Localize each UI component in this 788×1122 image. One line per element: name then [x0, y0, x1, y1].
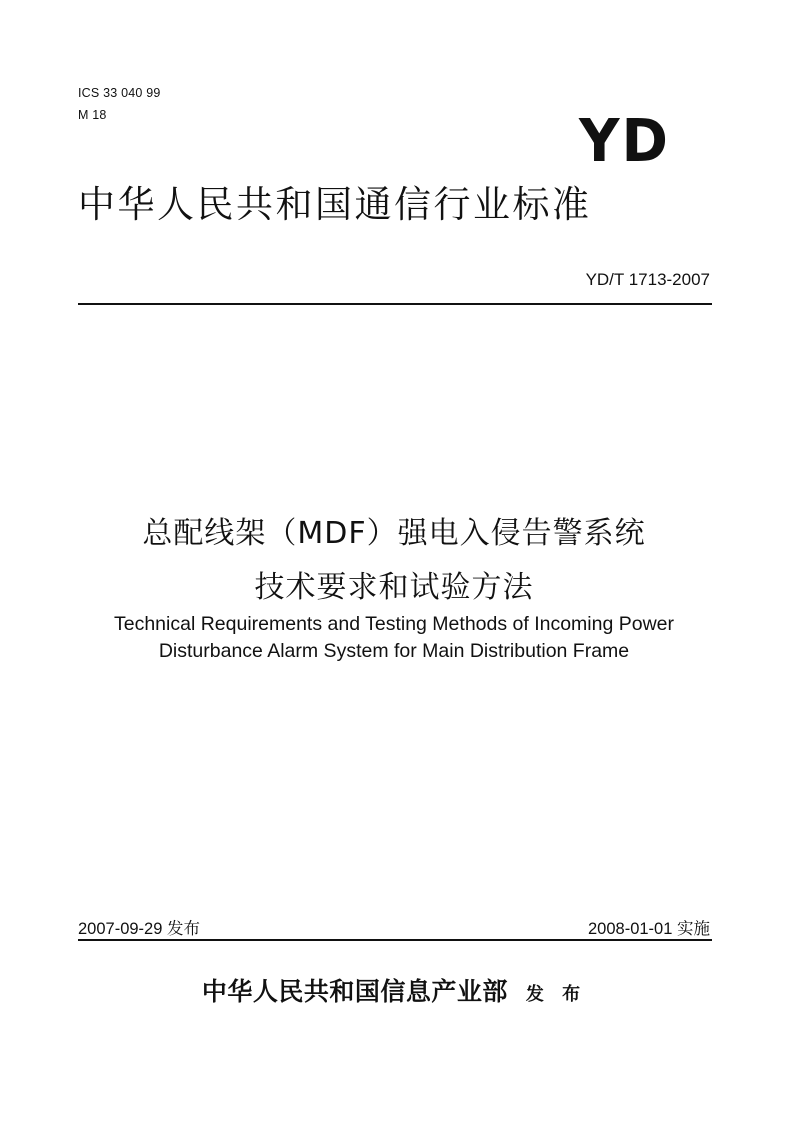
- yd-logo: YD: [578, 107, 670, 176]
- publish-action: 发 布: [525, 984, 587, 1005]
- english-title-line1: Technical Requirements and Testing Methods of Incoming Power: [113, 613, 675, 635]
- classification-code: M 18: [78, 108, 107, 122]
- chinese-title-line1: 总配线架（MDF）强电入侵告警系统: [142, 516, 646, 551]
- standard-title: 中华人民共和国通信行业标准: [78, 183, 592, 226]
- header-divider: [78, 303, 712, 305]
- implementation-date: 2008-01-01 实施: [588, 920, 710, 938]
- chinese-title-line2: 技术要求和试验方法: [254, 570, 534, 605]
- publisher-name: 中华人民共和国信息产业部: [201, 977, 508, 1006]
- ics-code: ICS 33 040 99: [78, 86, 161, 100]
- issue-date: 2007-09-29 发布: [78, 920, 200, 938]
- publisher-line: [0, 972, 788, 1008]
- footer-divider: [78, 939, 712, 941]
- english-title-line2: Disturbance Alarm System for Main Distribution Frame: [158, 640, 630, 662]
- standard-number: YD/T 1713-2007: [585, 270, 710, 289]
